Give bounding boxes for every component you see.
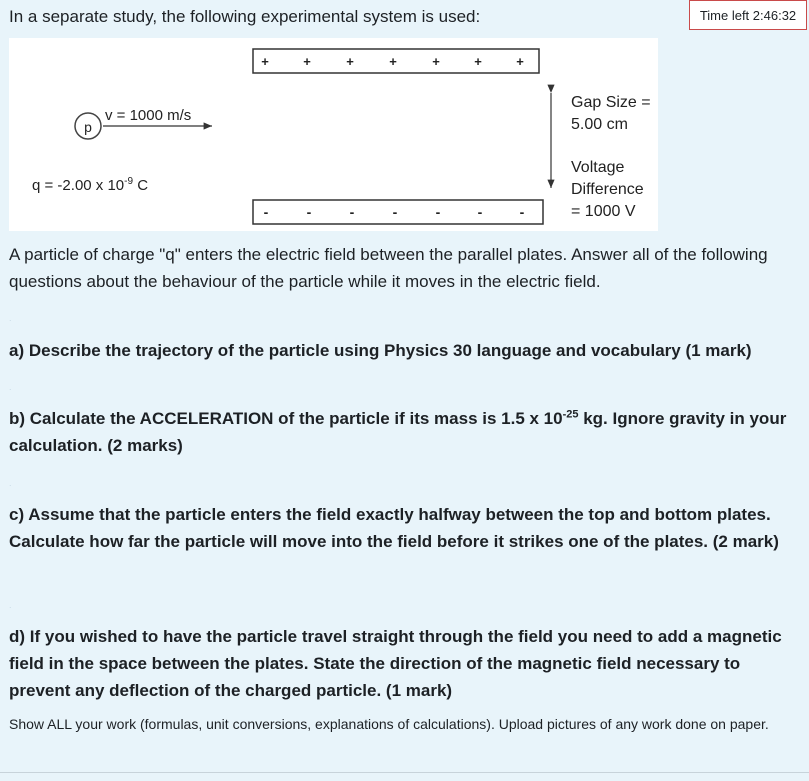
- divider: [0, 772, 809, 773]
- voltage-label: Difference: [571, 181, 644, 198]
- time-left-badge: Time left 2:46:32: [689, 0, 807, 30]
- question-d: d) If you wished to have the particle travel straight through the field you need to add a magnetic field in the space between the plates. State the direction of the magnetic field necessary to prevent any deflection of the charged particle. (1 mark): [9, 627, 782, 700]
- spacer-dot: .: [9, 600, 12, 610]
- instructions-note: Show ALL your work (formulas, unit conversions, explanations of calculations). Upload pictures of any work done on paper.: [9, 716, 769, 732]
- gap-size-value: 5.00 cm: [571, 116, 628, 133]
- gap-size-label: Gap Size =: [571, 94, 651, 111]
- question-a: a) Describe the trajectory of the particle using Physics 30 language and vocabulary (1 mark): [9, 341, 752, 360]
- bottom-plate-sign: -: [349, 204, 355, 220]
- voltage-value: = 1000 V: [571, 203, 636, 220]
- spacer-dot: .: [9, 382, 12, 392]
- top-plate-sign: +: [474, 54, 482, 69]
- bottom-plate-sign: -: [306, 204, 312, 220]
- experiment-diagram: [9, 38, 658, 231]
- intro-text: In a separate study, the following experimental system is used:: [9, 7, 481, 26]
- diagram-svg: [9, 38, 658, 231]
- top-plate-sign: +: [389, 54, 397, 69]
- top-plate-sign: +: [303, 54, 311, 69]
- spacer-dot: .: [9, 478, 12, 488]
- charge-label: q = -2.00 x $10^{-9}$ C: [32, 176, 149, 194]
- question-c: c) Assume that the particle enters the field exactly halfway between the top and bottom plates. Calculate how far the particle will move into the field before it strikes one of the plates. (2 mark): [9, 505, 779, 551]
- spacer-dot: .: [9, 313, 12, 323]
- bottom-plate-sign: -: [519, 204, 525, 220]
- bottom-plate-sign: -: [263, 204, 269, 220]
- particle-label: p: [84, 119, 92, 135]
- bottom-plate: [253, 200, 543, 224]
- bottom-plate-sign: -: [392, 204, 398, 220]
- top-plate-sign: +: [432, 54, 440, 69]
- top-plate-sign: +: [346, 54, 354, 69]
- top-plate-sign: +: [516, 54, 524, 69]
- voltage-label: Voltage: [571, 159, 625, 176]
- bottom-plate-sign: -: [477, 204, 483, 220]
- question-b: b) Calculate the ACCELERATION of the particle if its mass is 1.5 x $10^{-25}$ kg. Ignore gravity in your calculation. (2 marks): [9, 408, 787, 455]
- top-plate-sign: +: [261, 54, 269, 69]
- bottom-plate-sign: -: [435, 204, 441, 220]
- velocity-label: v = 1000 m/s: [105, 107, 192, 124]
- scenario-description: A particle of charge "q" enters the electric field between the parallel plates. Answer all of the following questions about the behaviour of the particle while it moves in the electric field.: [9, 245, 768, 291]
